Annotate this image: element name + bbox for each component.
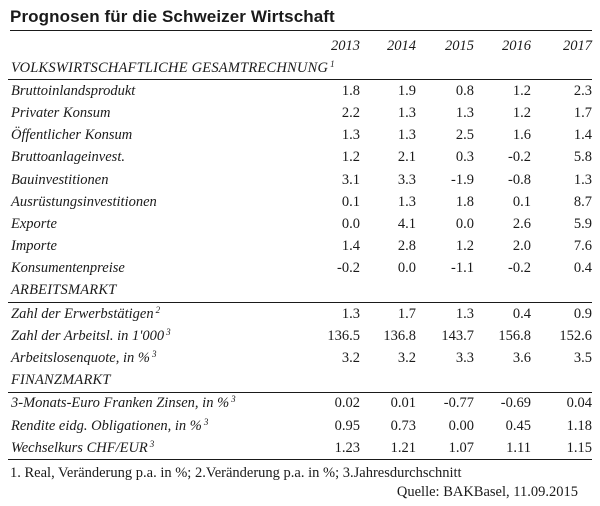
value-cell: 1.7 [397, 305, 416, 322]
year-header: 2013 [331, 37, 360, 54]
value-cell: 1.2 [512, 104, 531, 121]
footnote-marker: 3 [166, 326, 171, 337]
row-label-text: Wechselkurs CHF/EUR [11, 439, 148, 456]
value-cell: 7.6 [573, 238, 592, 255]
value-cell: 4.1 [397, 215, 416, 232]
value-cell: 0.00 [448, 417, 474, 434]
value-cell: 3.1 [341, 171, 360, 188]
value-cell: 0.95 [334, 417, 360, 434]
footnote-marker: 3 [151, 349, 157, 360]
row-label [8, 191, 298, 213]
value-cell: 5.8 [573, 149, 592, 166]
table-row [8, 325, 592, 347]
value-cell: 1.3 [455, 305, 474, 322]
value-cell: 1.4 [341, 238, 360, 255]
value-cell: 0.4 [573, 260, 592, 277]
footnote-marker: 3 [203, 416, 209, 427]
row-label-text: Bruttoanlageinvest. [11, 149, 125, 166]
table-row [8, 102, 592, 124]
row-label [8, 347, 298, 369]
value-cell: 2.2 [341, 104, 360, 121]
value-cell: 1.3 [341, 305, 360, 322]
section-name: FINANZMARKT [11, 372, 111, 389]
row-label [8, 303, 298, 326]
row-label [8, 213, 298, 235]
year-header-blank [8, 31, 298, 57]
row-label [8, 437, 298, 460]
footnote-marker: 2 [155, 304, 161, 315]
value-cell: 1.8 [341, 82, 360, 99]
value-cell: 1.7 [573, 104, 592, 121]
value-cell: 1.2 [341, 149, 360, 166]
row-label-text: Konsumentenpreise [11, 260, 125, 277]
row-label-text: Bauinvestitionen [11, 171, 109, 188]
value-cell: 2.1 [397, 149, 416, 166]
table-row [8, 303, 592, 326]
value-cell: 156.8 [498, 327, 531, 344]
forecast-document [8, 4, 592, 501]
section-header [8, 57, 592, 80]
value-cell: 1.4 [573, 127, 592, 144]
row-label [8, 125, 298, 147]
value-cell: -0.69 [500, 395, 531, 412]
value-cell: 1.23 [298, 437, 360, 460]
value-cell: 143.7 [441, 327, 474, 344]
value-cell: 3.2 [341, 350, 360, 367]
year-header-row [8, 31, 592, 57]
value-cell: 1.15 [531, 437, 592, 460]
table-row [8, 80, 592, 103]
value-cell: 5.9 [573, 215, 592, 232]
row-label-text: Öffentlicher Konsum [11, 127, 133, 144]
forecast-table [8, 31, 592, 460]
value-cell: 0.0 [397, 260, 416, 277]
row-label-text: Arbeitslosenquote, in % [11, 350, 150, 367]
row-label [8, 236, 298, 258]
footnote-marker: 1 [330, 58, 335, 69]
value-cell: 1.3 [397, 193, 416, 210]
value-cell: 0.3 [455, 149, 474, 166]
table-row [8, 169, 592, 191]
footnote-marker: 3 [149, 438, 155, 449]
table-row [8, 125, 592, 147]
value-cell: 0.01 [390, 395, 416, 412]
value-cell: -0.2 [337, 260, 360, 277]
page-title: Prognosen für die Schweizer Wirtschaft [10, 4, 592, 31]
value-cell: 0.8 [455, 82, 474, 99]
source-line: Quelle: BAKBasel, 11.09.2015 [396, 484, 578, 501]
section-name: VOLKSWIRTSCHAFTLICHE GESAMTRECHNUNG [11, 59, 329, 76]
value-cell: -0.2 [508, 260, 531, 277]
value-cell: 0.4 [512, 305, 531, 322]
row-label-text: Rendite eidg. Obligationen, in % [11, 417, 202, 434]
table-row [8, 437, 592, 460]
row-label [8, 258, 298, 280]
value-cell: 8.7 [573, 193, 592, 210]
section-header-row [8, 280, 592, 303]
value-cell: -0.2 [508, 149, 531, 166]
table-row [8, 347, 592, 369]
value-cell: 1.6 [512, 127, 531, 144]
value-cell: 1.07 [416, 437, 474, 460]
section-name: ARBEITSMARKT [11, 282, 117, 299]
table-row [8, 213, 592, 235]
row-label-text: Privater Konsum [11, 104, 111, 121]
value-cell: 1.3 [397, 104, 416, 121]
value-cell: 1.21 [360, 437, 416, 460]
year-header: 2014 [387, 37, 416, 54]
value-cell: 1.3 [397, 127, 416, 144]
value-cell: 1.8 [455, 193, 474, 210]
row-label [8, 392, 298, 415]
table-row [8, 236, 592, 258]
table-row [8, 258, 592, 280]
value-cell: 0.04 [566, 395, 592, 412]
section-header [8, 370, 592, 393]
table-row [8, 191, 592, 213]
table-row [8, 147, 592, 169]
row-label [8, 80, 298, 103]
section-header-row [8, 370, 592, 393]
value-cell: -1.1 [451, 260, 474, 277]
value-cell: -1.9 [451, 171, 474, 188]
value-cell: -0.77 [443, 395, 474, 412]
table-row [8, 392, 592, 415]
value-cell: 1.3 [455, 104, 474, 121]
value-cell: 136.5 [327, 327, 360, 344]
value-cell: 0.1 [341, 193, 360, 210]
value-cell: 3.3 [397, 171, 416, 188]
table-row [8, 415, 592, 437]
year-header: 2017 [563, 37, 592, 54]
value-cell: 0.73 [390, 417, 416, 434]
section-header [8, 280, 592, 303]
value-cell: 3.6 [512, 350, 531, 367]
value-cell: 2.3 [573, 82, 592, 99]
row-label [8, 102, 298, 124]
value-cell: 0.0 [341, 215, 360, 232]
value-cell: 3.3 [455, 350, 474, 367]
value-cell: 0.9 [573, 305, 592, 322]
value-cell: 0.0 [455, 215, 474, 232]
value-cell: 3.5 [573, 350, 592, 367]
year-header: 2016 [502, 37, 531, 54]
row-label-text: Ausrüstungsinvestitionen [11, 193, 157, 210]
value-cell: 1.2 [512, 82, 531, 99]
row-label-text: Exporte [11, 215, 57, 232]
value-cell: 0.45 [505, 417, 531, 434]
row-label-text: Zahl der Erwerbstätigen [11, 305, 154, 322]
value-cell: 2.6 [512, 215, 531, 232]
value-cell: 3.2 [397, 350, 416, 367]
value-cell: 1.3 [341, 127, 360, 144]
year-header: 2015 [445, 37, 474, 54]
value-cell: 1.9 [397, 82, 416, 99]
row-label [8, 169, 298, 191]
value-cell: 152.6 [559, 327, 592, 344]
footnote-marker: 3 [231, 394, 236, 405]
value-cell: 1.3 [573, 171, 592, 188]
value-cell: 2.8 [397, 238, 416, 255]
section-header-row [8, 57, 592, 80]
row-label [8, 415, 298, 437]
value-cell: 2.0 [512, 238, 531, 255]
value-cell: 1.11 [474, 437, 531, 460]
value-cell: 2.5 [455, 127, 474, 144]
row-label-text: 3-Monats-Euro Franken Zinsen, in % [11, 395, 230, 412]
value-cell: 1.2 [455, 238, 474, 255]
row-label-text: Zahl der Arbeitsl. in 1'000 [11, 327, 165, 344]
value-cell: 0.1 [512, 193, 531, 210]
value-cell: 136.8 [383, 327, 416, 344]
row-label-text: Importe [11, 238, 57, 255]
row-label [8, 325, 298, 347]
row-label-text: Bruttoinlandsprodukt [11, 82, 136, 99]
value-cell: -0.8 [508, 171, 531, 188]
value-cell: 0.02 [334, 395, 360, 412]
value-cell: 1.18 [566, 417, 592, 434]
footnote: 1. Real, Veränderung p.a. in %; 2.Veränderung p.a. in %; 3.Jahresdurchschnitt [10, 465, 462, 482]
row-label [8, 147, 298, 169]
